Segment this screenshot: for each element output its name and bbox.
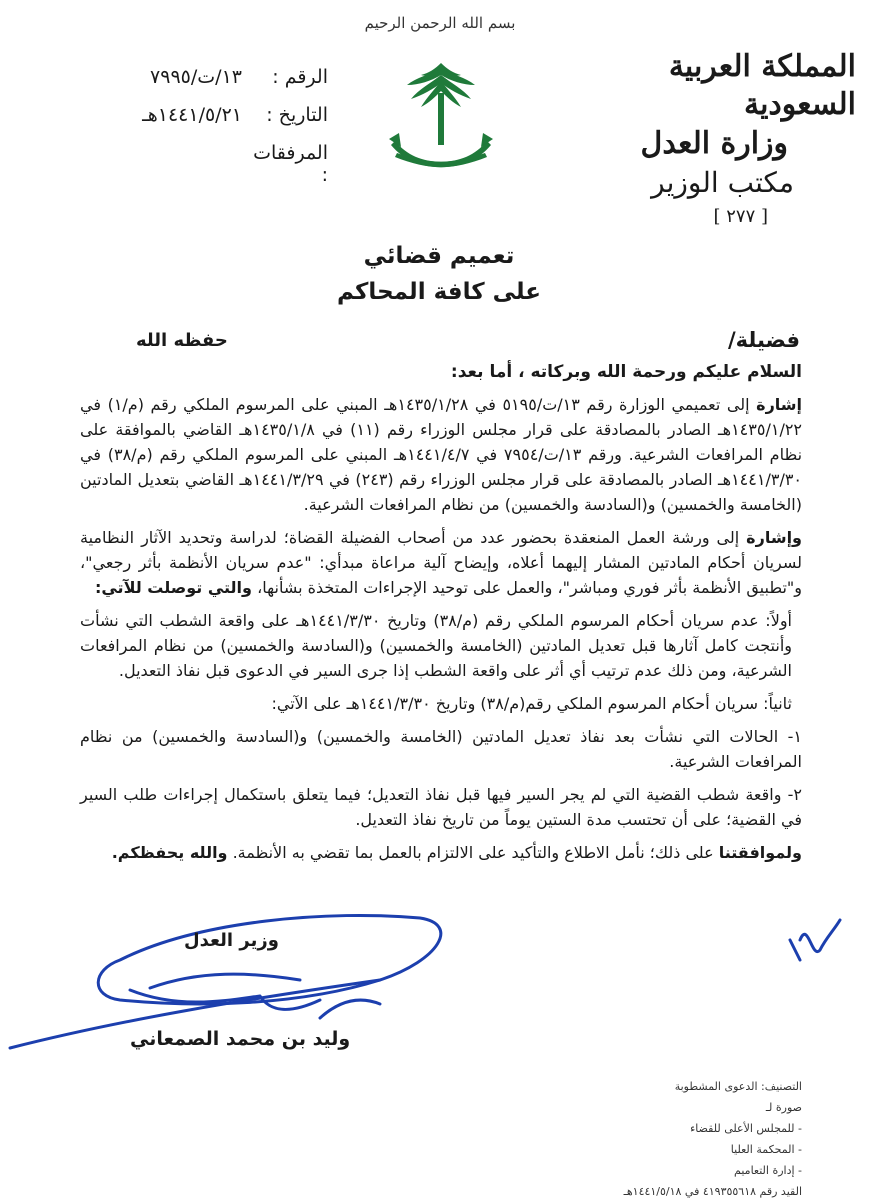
greeting: السلام عليكم ورحمة الله وبركاته ، أما بعد: — [450, 362, 802, 382]
office-name: مكتب الوزير — [651, 166, 794, 199]
ministry-name: وزارة العدل — [640, 126, 788, 161]
organization-header — [556, 48, 856, 232]
title-line-1: تعميم قضائي — [363, 243, 515, 269]
salutation-addressee: فضيلة/ — [728, 328, 800, 352]
footer-classification: التصنيف: الدعوى المشطوبة — [674, 1080, 802, 1093]
footer-cc-3: - إدارة التعاميم — [734, 1164, 802, 1177]
finding-first: أولاً: عدم سريان أحكام المرسوم الملكي رقم (م/٣٨) وتاريخ ١٤٤١/٣/٣٠هـ على واقعة الشطب التي نشأت وأنتجت كامل آثارها قبل تعديل المادتين (الخامسة والخمسين) و(السادسة والخمسين) من نظام المرافعات الشرعية، ومن ذلك عدم ترتيب أي أثر على واقعة الشطب إذا جرى السير في الدعوى قبل نفاذ التعديل. — [80, 611, 792, 680]
document-footer — [562, 1076, 802, 1202]
footer-cc-2: - المحكمة العليا — [730, 1143, 802, 1156]
paragraph-lead: وإشارة — [746, 528, 802, 547]
circular-title — [0, 238, 878, 310]
finding-second: ثانياً: سريان أحكام المرسوم الملكي رقم(م/٣٨) وتاريخ ١٤٤١/٣/٣٠هـ على الآتي: — [271, 694, 792, 713]
footer-record: القيد رقم ٤١٩٣٥٥٦١٨ في ١٤٤١/٥/١٨هـ — [623, 1185, 802, 1198]
paragraph-text: إلى تعميمي الوزارة رقم ١٣/ت/٥١٩٥ في ١٤٣٥/١/٢٨هـ المبني على المرسوم الملكي رقم (م/١) في ١٤٣٥/١/٢٢هـ الصادر بالمصادقة على قرار مجلس الوزراء رقم (١١) في ١٤٣٥/١/٨هـ القاضي بالموافقة على نظام المرافعات الشرعية. ورقم ١٣/ت/٧٩٥٤ في ١٤٤١/٤/٧هـ المبني على المرسوم الملكي رقم (م/٣٨) في ١٤٤١/٣/٣٠هـ الصادر بالمصادقة على قرار مجلس الوزراء رقم (٢٤٣) في ١٤٤١/٣/٢٩هـ القاضي بتعديل المادتين (الخامسة والخمسين) و(السادسة والخمسين) من نظام المرافعات الشرعية. — [80, 395, 803, 514]
saudi-emblem-icon — [385, 55, 497, 180]
finding-item-1: ١- الحالات التي نشأت بعد نفاذ تعديل المادتين (الخامسة والخمسين) و(السادسة والخمسين) من نظام المرافعات الشرعية. — [80, 727, 802, 771]
meta-attachments-row — [88, 142, 328, 186]
paragraph-text: على ذلك؛ نأمل الاطلاع والتأكيد على الالتزام بالعمل بما تقضي به الأنظمة. — [227, 843, 719, 862]
signatory-title: وزير العدل — [184, 930, 279, 951]
title-line-2: على كافة المحاكم — [337, 279, 541, 305]
paragraph-workshop — [80, 525, 802, 600]
paragraph-closing — [80, 840, 802, 865]
paragraph-reference — [80, 392, 802, 517]
footer-cc-1: - للمجلس الأعلى للقضاء — [690, 1122, 802, 1135]
footer-copy: صورة لـ — [765, 1101, 802, 1114]
attachments-label: المرفقات : — [253, 142, 328, 186]
bismillah: بسم الله الرحمن الرحيم — [364, 14, 516, 32]
kingdom-name: المملكة العربية السعودية — [668, 49, 856, 122]
paragraph-tail: والتي توصلت للآتي: — [94, 578, 252, 597]
date-label: التاريخ : — [266, 104, 328, 126]
paragraph-tail: والله يحفظكم. — [111, 843, 228, 862]
document-meta — [88, 66, 328, 186]
signatory-name: وليد بن محمد الصمعاني — [130, 1028, 351, 1050]
date-value: ١٤٤١/٥/٢١هـ — [142, 104, 242, 126]
letter-body — [80, 392, 802, 873]
finding-item-2: ٢- واقعة شطب القضية التي لم يجر السير فيها قبل نفاذ التعديل؛ فيما يتعلق باستكمال إجراءات طلب السير في القضية؛ على أن تحتسب مدة الستين يوماً من تاريخ نفاذ التعديل. — [80, 785, 802, 829]
paragraph-text: إلى ورشة العمل المنعقدة بحضور عدد من أصحاب الفضيلة القضاة؛ لدراسة وتحديد الآثار النظامية لسريان أحكام المادتين المشار إليهما أعلاه، وإيضاح آلية مراعاة مبدأي: "عدم سريان الأنظمة بأثر رجعي"، و"تطبيق الأنظمة بأثر فوري ومباشر"، والعمل على توحيد الإجراءات المتخذة بشأنها، — [80, 528, 802, 597]
number-value: ١٣/ت/٧٩٩٥ — [150, 66, 242, 88]
paragraph-lead: ولموافقتنا — [718, 843, 802, 862]
paragraph-lead: إشارة — [756, 395, 803, 414]
meta-number-row — [88, 66, 328, 104]
number-label: الرقم : — [272, 66, 328, 88]
reference-code: [ ٢٧٧ ] — [713, 206, 768, 227]
meta-date-row — [88, 104, 328, 142]
salutation-blessing: حفظه الله — [136, 330, 228, 351]
